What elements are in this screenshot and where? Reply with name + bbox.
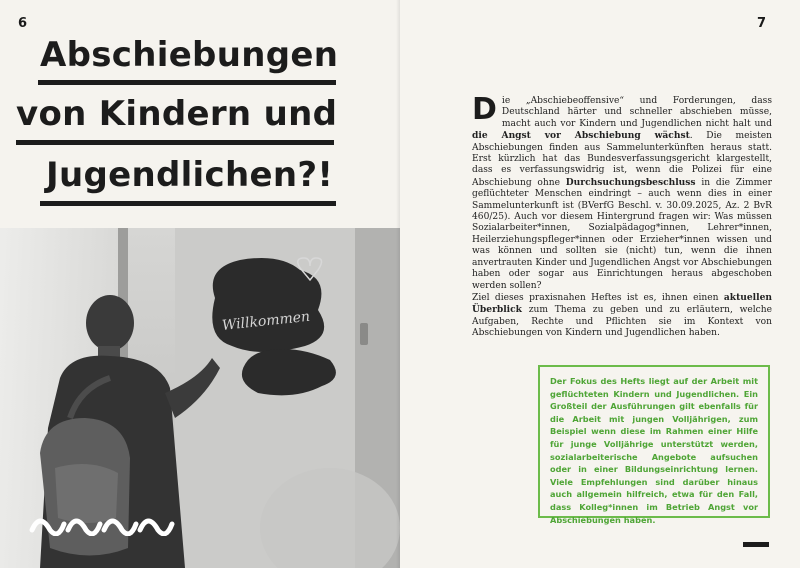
page-number-left: 6 bbox=[18, 16, 28, 31]
organization-logo-icon bbox=[28, 510, 176, 536]
paragraph-1: Die „Abschiebeoffensive“ und Forderungen, dass Deutschland härter und schneller abschieben müsse, macht auch vor Kindern und Jugendlichen nicht halt und die Angst vor Abschiebung wächst. Die meisten Abschiebungen finden aus Sammelunterkünften heraus statt. Erst kürzlich hat das Bundesverfassungsgericht klargestellt, dass es verfassungswidrig ist, wenn die Polizei für eine Abschiebung ohne Durchsuchungsbeschluss in die Zimmer geflüchteter Menschen eindringt – auch wenn dies in einer Sammelunterkunft ist (BVerfG Beschl. v. 30.09.2025, Az. 2 BvR 460/25). Auch vor diesem Hintergrund fragen wir: Was müssen Sozialarbeiter*innen, Sozialpädagog*innen, Lehrer*innen, Heilerziehungspfleger*innen oder Erzieher*innen wissen und was können und sollten sie (nicht) tun, wenn die ihnen anvertrauten Kinder und Jugendlichen Angst vor Abschiebungen haben oder sogar aus Einrichtungen heraus abgeschoben werden sollen? bbox=[472, 92, 772, 291]
end-marker bbox=[743, 542, 769, 547]
callout-box bbox=[538, 365, 770, 525]
chalkboard-text: Willkommen bbox=[221, 308, 311, 334]
dropcap: D bbox=[472, 92, 497, 127]
emphasis: die Angst vor Abschiebung wächst bbox=[472, 130, 690, 142]
callout-text: Der Fokus des Hefts liegt auf der Arbeit mit geflüchteten Kindern und Jugendlichen. Ein Großteil der Ausführungen gilt ebenfalls für die Arbeit mit jungen Volljährigen, zum Beispiel wenn diese im Rahmen einer Hilfe für junge Volljährige unterstützt werden, sozialarbeiterische Angebote aufsuchen oder in einer Bildungseinrichtung lernen. Viele Empfehlungen sind darüber hinaus auch allgemein hilfreich, etwa für den Fall, dass Kolleg*innen im Betrieb Angst vor Abschiebungen haben. bbox=[550, 376, 758, 525]
emphasis: aktuellen Überblick bbox=[472, 291, 772, 316]
headline-rule-1 bbox=[38, 80, 336, 85]
paragraph-2: Ziel dieses praxisnahen Heftes ist es, ihnen einen aktuellen Überblick zum Thema zu geben und zu erläutern, welche Aufgaben, Rechte und Pflichten sie im Kontext von Abschiebungen von Kindern und Jugendlichen haben. bbox=[472, 291, 772, 339]
headline-rule-3 bbox=[40, 201, 336, 206]
right-page bbox=[400, 0, 800, 568]
headline-line-1: Abschiebungen bbox=[40, 35, 339, 75]
headline-rule-2 bbox=[16, 140, 334, 145]
headline-line-2: von Kindern und bbox=[16, 94, 338, 134]
page-number-right: 7 bbox=[757, 16, 767, 31]
body-text bbox=[472, 92, 772, 340]
emphasis: Durchsuchungsbeschluss bbox=[565, 176, 696, 188]
headline-line-3: Jugendlichen?! bbox=[46, 155, 334, 195]
